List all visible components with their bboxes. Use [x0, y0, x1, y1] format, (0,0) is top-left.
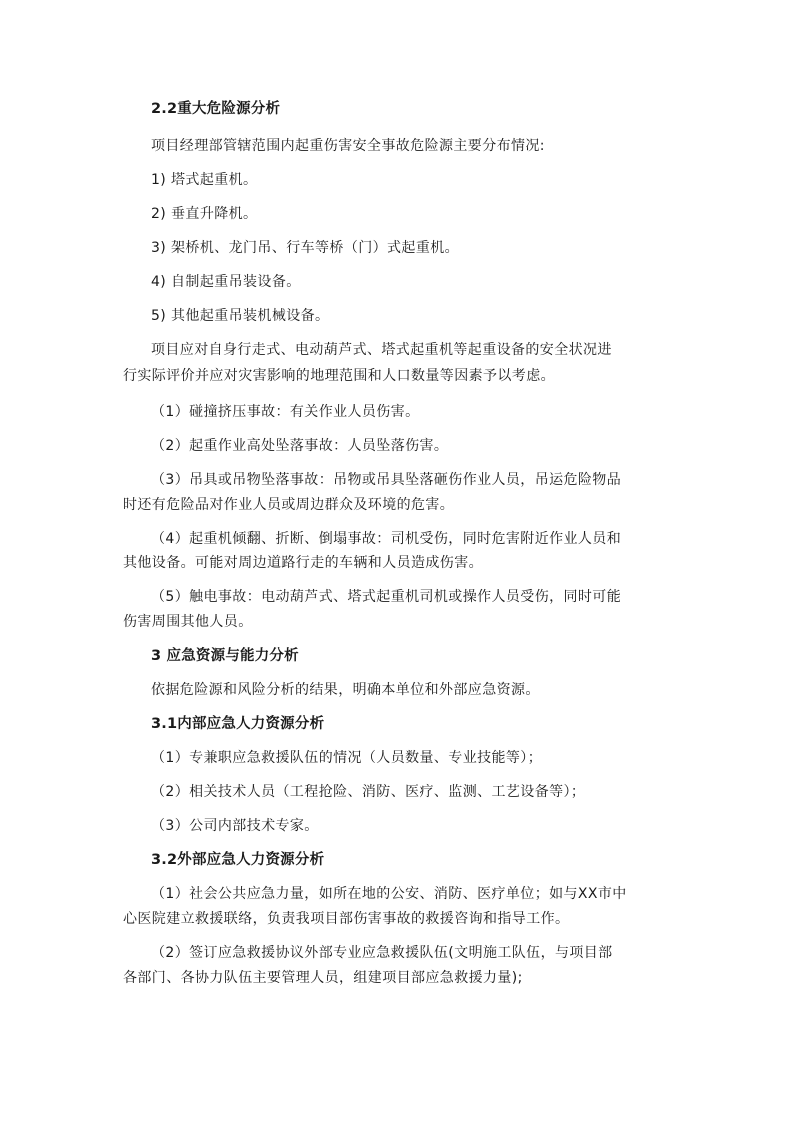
assessment-line-1: 项目应对自身行走式、电动葫芦式、塔式起重机等起重设备的安全状况进	[151, 342, 612, 358]
accident-3-line-2: 时还有危险品对作业人员或周边群众及环境的危害。	[123, 497, 455, 513]
section-3-heading: 3 应急资源与能力分析	[151, 648, 299, 664]
accident-2: （2）起重作业高处坠落事故：人员坠落伤害。	[151, 438, 449, 454]
internal-resource-2: （2）相关技术人员（工程抢险、消防、医疗、监测、工艺设备等）；	[151, 784, 586, 800]
external-resource-1-line-1: （1）社会公共应急力量，如所在地的公安、消防、医疗单位；如与XX市中	[151, 886, 627, 902]
section-3-intro: 依据危险源和风险分析的结果，明确本单位和外部应急资源。	[151, 682, 540, 698]
accident-5-line-2: 伤害周围其他人员。	[123, 614, 253, 630]
section-2-2-intro: 项目经理部管辖范围内起重伤害安全事故危险源主要分布情况:	[151, 138, 545, 154]
external-resource-2-line-2: 各部门、各协力队伍主要管理人员，组建项目部应急救援力量);	[123, 970, 523, 986]
hazard-item-1: 1) 塔式起重机。	[151, 172, 258, 188]
hazard-item-2: 2) 垂直升降机。	[151, 206, 258, 222]
hazard-item-5: 5) 其他起重吊装机械设备。	[151, 308, 330, 324]
internal-resource-3: （3）公司内部技术专家。	[151, 818, 319, 834]
section-3-1-heading: 3.1内部应急人力资源分析	[151, 716, 325, 732]
hazard-item-3: 3) 架桥机、龙门吊、行车等桥（门）式起重机。	[151, 240, 460, 256]
assessment-line-2: 行实际评价并应对灾害影响的地理范围和人口数量等因素予以考虑。	[123, 368, 555, 384]
internal-resource-1: （1）专兼职应急救援队伍的情况（人员数量、专业技能等）；	[151, 750, 543, 766]
section-2-2-heading: 2.2重大危险源分析	[151, 101, 281, 117]
accident-4-line-1: （4）起重机倾翻、折断、倒塌事故：司机受伤，同时危害附近作业人员和	[151, 531, 622, 547]
section-3-2-heading: 3.2外部应急人力资源分析	[151, 852, 325, 868]
accident-1: （1）碰撞挤压事故：有关作业人员伤害。	[151, 404, 420, 420]
accident-4-line-2: 其他设备。可能对周边道路行走的车辆和人员造成伤害。	[123, 555, 483, 571]
external-resource-2-line-1: （2）签订应急救援协议外部专业应急救援队伍(文明施工队伍，与项目部	[151, 945, 613, 961]
external-resource-1-line-2: 心医院建立救援联络，负责我项目部伤害事故的救援咨询和指导工作。	[123, 911, 570, 927]
accident-5-line-1: （5）触电事故：电动葫芦式、塔式起重机司机或操作人员受伤，同时可能	[151, 589, 622, 605]
accident-3-line-1: （3）吊具或吊物坠落事故：吊物或吊具坠落砸伤作业人员，吊运危险物品	[151, 472, 622, 488]
hazard-item-4: 4) 自制起重吊装设备。	[151, 274, 301, 290]
